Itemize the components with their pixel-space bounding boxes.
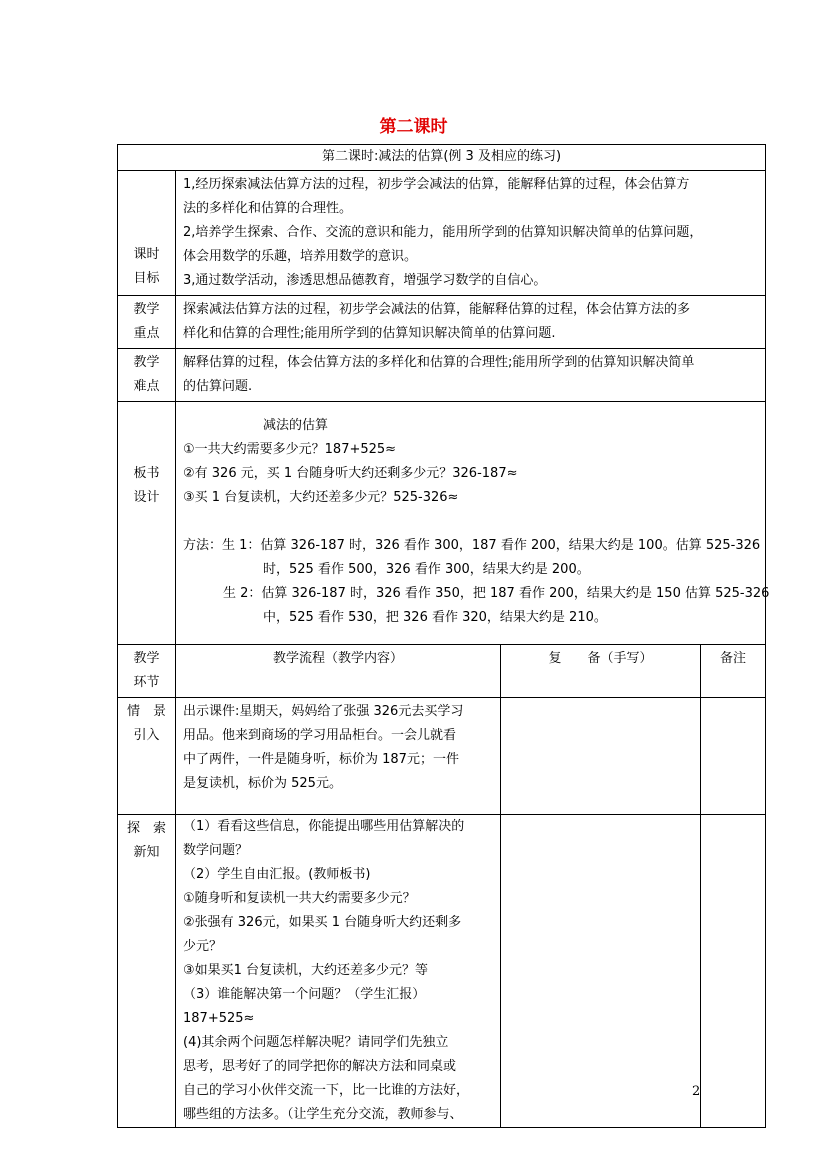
- scenario-line: 用品。他来到商场的学习用品柜台。一会儿就看: [183, 728, 457, 743]
- key-points-label-line: 重点: [133, 326, 160, 341]
- flow-header-label-line: 教学: [133, 651, 160, 666]
- board-design-content: [176, 402, 770, 645]
- lesson-header: 第二课时:减法的估算(例 3 及相应的练习): [118, 145, 766, 171]
- flow-header-notes: 复 备（手写）: [501, 645, 701, 698]
- board-method-line: 时，525 看作 500，326 看作 300，结果大约是 200。: [263, 562, 590, 577]
- scenario-line: 中了两件，一件是随身听，标价为 187元；一件: [183, 752, 459, 767]
- objectives-line: 2,培养学生探索、合作、交流的意识和能力，能用所学到的估算知识解决简单的估算问题，: [183, 225, 703, 240]
- flow-header-label: [118, 645, 176, 698]
- scenario-remark: [701, 698, 766, 815]
- board-design-label-line: 板书: [133, 466, 160, 481]
- scenario-label-line: 引入: [133, 728, 160, 743]
- explore-line: (4)其余两个问题怎样解决呢？请同学们先独立: [183, 1035, 449, 1050]
- explore-content: [176, 815, 501, 1128]
- flow-header-row: [118, 645, 766, 698]
- objectives-label: [118, 171, 176, 296]
- difficult-points-line: 解释估算的过程，体会估算方法的多样化和估算的合理性;能用所学到的估算知识解决简单: [183, 355, 695, 370]
- key-points-label-line: 教学: [133, 302, 160, 317]
- explore-label-line: 探 索: [126, 821, 166, 836]
- page-title: 第二课时: [379, 117, 448, 137]
- explore-line: （2）学生自由汇报。(教师板书): [183, 867, 371, 882]
- objectives-line: 体会用数学的乐趣，培养用数学的意识。: [183, 249, 418, 264]
- flow-header-remark: 备注: [701, 645, 766, 698]
- scenario-line: 出示课件:星期天，妈妈给了张强 326元去买学习: [183, 704, 464, 719]
- flow-header-content: 教学流程（教学内容）: [176, 645, 501, 698]
- objectives-content: [176, 171, 766, 296]
- explore-row: [118, 815, 766, 1128]
- difficult-points-line: 的估算问题.: [183, 379, 253, 394]
- explore-line: ③如果买1 台复读机，大约还差多少元？等: [183, 963, 429, 978]
- difficult-points-label-line: 难点: [133, 379, 160, 394]
- board-design-row: [118, 402, 766, 645]
- board-method-line: 方法：生 1：估算 326-187 时，326 看作 300，187 看作 200，结果大约是 100。估算 525-326: [183, 538, 761, 553]
- explore-line: （3）谁能解决第一个问题？（学生汇报）: [183, 987, 426, 1002]
- board-method-line: 生 2：估算 326-187 时，326 看作 350，把 187 看作 200，结果大约是 150 估算 525-326: [223, 586, 770, 601]
- explore-line: （1）看看这些信息，你能提出哪些用估算解决的: [183, 819, 465, 834]
- scenario-row: [118, 698, 766, 815]
- scenario-notes: [501, 698, 701, 815]
- explore-line: 自己的学习小伙伴交流一下，比一比谁的方法好，: [183, 1083, 470, 1098]
- board-question: ①一共大约需要多少元？187+525≈: [183, 442, 397, 457]
- flow-header-label-line: 环节: [133, 675, 160, 690]
- explore-line: ②张强有 326元，如果买 1 台随身听大约还剩多: [183, 915, 462, 930]
- explore-label-line: 新知: [133, 845, 160, 860]
- lesson-header-row: [118, 145, 766, 171]
- scenario-line: 是复读机，标价为 525元。: [183, 776, 342, 791]
- difficult-points-label-line: 教学: [133, 355, 160, 370]
- key-points-row: [118, 296, 766, 349]
- scenario-content: [176, 698, 501, 815]
- key-points-label: [118, 296, 176, 349]
- key-points-line: 样化和估算的合理性;能用所学到的估算知识解决简单的估算问题.: [183, 326, 556, 341]
- scenario-label: [118, 698, 176, 815]
- difficult-points-label: [118, 349, 176, 402]
- explore-line: 数学问题？: [183, 843, 249, 858]
- board-design-label-line: 设计: [133, 490, 160, 505]
- explore-notes: [501, 815, 701, 1128]
- difficult-points-row: [118, 349, 766, 402]
- explore-remark: [701, 815, 766, 1128]
- key-points-content: [176, 296, 766, 349]
- key-points-line: 探索减法估算方法的过程，初步学会减法的估算，能解释估算的过程，体会估算方法的多: [183, 302, 691, 317]
- objectives-label-line: 课时: [133, 247, 160, 262]
- board-heading: 减法的估算: [263, 418, 329, 433]
- explore-line: ①随身听和复读机一共大约需要多少元？: [183, 891, 416, 906]
- objectives-line: 3,通过数学活动，渗透思想品德教育，增强学习数学的自信心。: [183, 273, 547, 288]
- lesson-plan-table: [117, 144, 770, 1128]
- objectives-line: 法的多样化和估算的合理性。: [183, 201, 353, 216]
- board-question: ③买 1 台复读机，大约还差多少元？525-326≈: [183, 490, 459, 505]
- board-spacer: [183, 510, 758, 534]
- objectives-label-line: 目标: [133, 271, 160, 286]
- explore-line: 思考，思考好了的同学把你的解决方法和同桌或: [183, 1059, 457, 1074]
- scenario-label-line: 情 景: [126, 704, 166, 719]
- objectives-row: [118, 171, 766, 296]
- objectives-line: 1,经历探索减法估算方法的过程，初步学会减法的估算，能解释估算的过程，体会估算方: [183, 177, 690, 192]
- board-method-line: 中，525 看作 530，把 326 看作 320，结果大约是 210。: [263, 610, 607, 625]
- board-design-label: [118, 402, 176, 645]
- explore-label: [118, 815, 176, 1128]
- difficult-points-content: [176, 349, 766, 402]
- explore-line: 187+525≈: [183, 1011, 255, 1026]
- board-question: ②有 326 元，买 1 台随身听大约还剩多少元？326-187≈: [183, 466, 518, 481]
- explore-line: 少元？: [183, 939, 223, 954]
- explore-line: 哪些组的方法多。（让学生充分交流，教师参与、: [183, 1107, 463, 1122]
- page-number: 2: [692, 1084, 701, 1099]
